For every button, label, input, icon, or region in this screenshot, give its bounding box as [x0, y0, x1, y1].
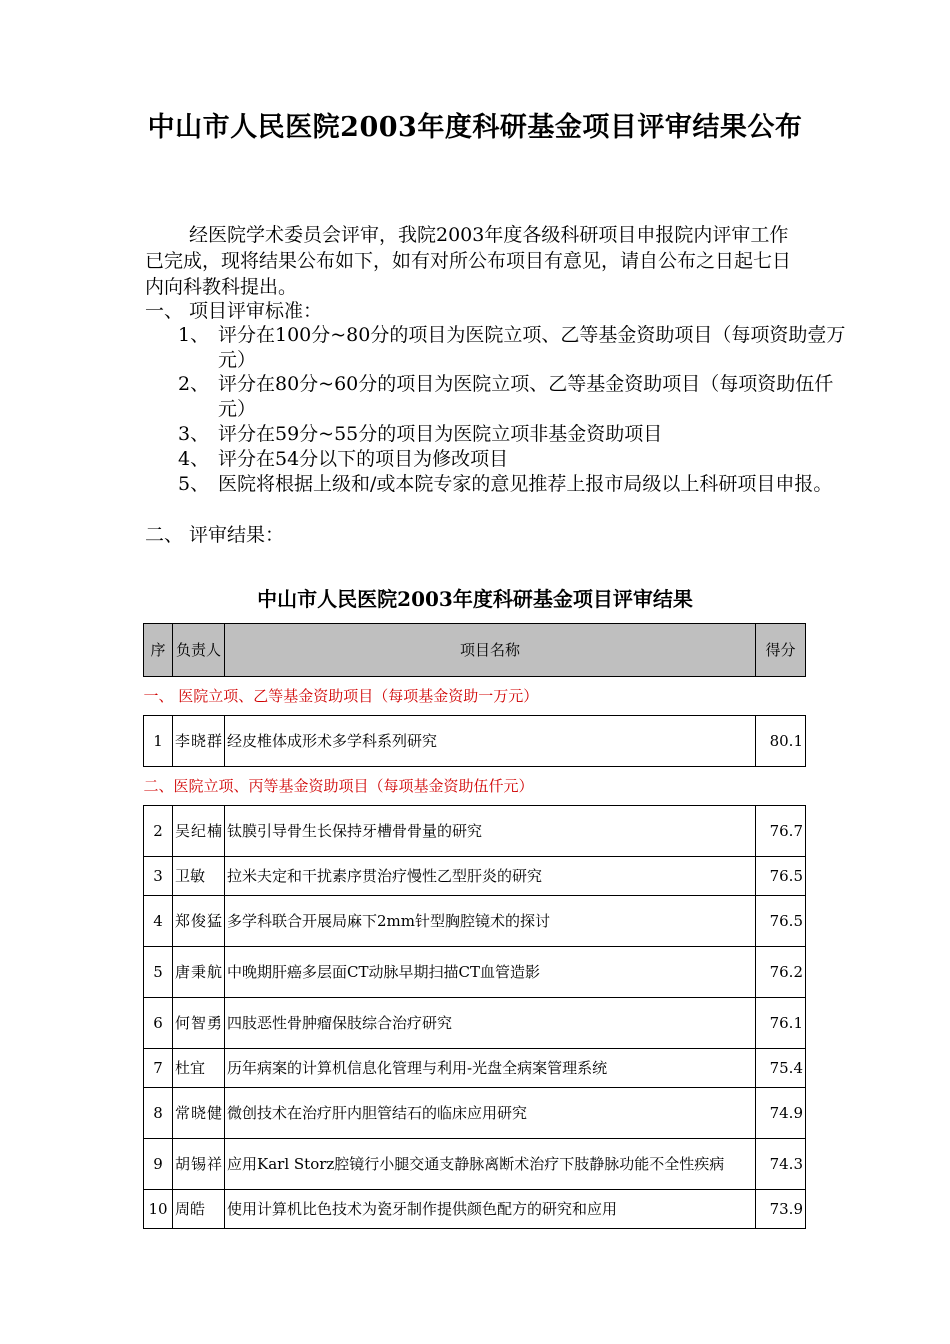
- intro-paragraph: 经医院学术委员会评审，我院2003年度各级科研项目申报院内评审工作已完成，现将结果公布如下，如有对所公布项目有意见，请自公布之日起七日内向科教科提出。: [145, 224, 792, 298]
- cell-pi: 周皓: [173, 1190, 225, 1229]
- cell-pi: 唐秉航: [173, 947, 225, 998]
- cell-score: 76.7: [756, 806, 806, 857]
- criterion-number: 3、: [178, 423, 210, 445]
- cell-score: 80.1: [756, 716, 806, 767]
- cell-score: 74.3: [756, 1139, 806, 1190]
- table-row: [144, 806, 806, 857]
- criterion-item: [178, 422, 848, 447]
- table-title: 中山市人民医院2003年度科研基金项目评审结果: [257, 587, 693, 611]
- criterion-item: [178, 472, 848, 497]
- cell-score: 76.5: [756, 896, 806, 947]
- header-no: 序: [144, 624, 173, 677]
- table-row: [144, 998, 806, 1049]
- group-row: [144, 677, 806, 716]
- cell-project: 微创技术在治疗肝内胆管结石的临床应用研究: [225, 1088, 756, 1139]
- cell-no: 7: [144, 1049, 173, 1088]
- section-criteria-heading: 一、 项目评审标准：: [145, 300, 323, 322]
- cell-project: 使用计算机比色技术为瓷牙制作提供颜色配方的研究和应用: [225, 1190, 756, 1229]
- criterion-item: [178, 447, 848, 472]
- criterion-text: 医院将根据上级和/或本院专家的意见推荐上报市局级以上科研项目申报。: [218, 473, 833, 495]
- cell-project: 钛膜引导骨生长保持牙槽骨骨量的研究: [225, 806, 756, 857]
- header-pi: 负责人: [173, 624, 225, 677]
- criterion-number: 5、: [178, 473, 210, 495]
- cell-pi: 胡锡祥: [173, 1139, 225, 1190]
- cell-no: 8: [144, 1088, 173, 1139]
- table-row: [144, 1088, 806, 1139]
- header-score: 得分: [756, 624, 806, 677]
- table-row: [144, 857, 806, 896]
- header-project: 项目名称: [225, 624, 756, 677]
- cell-no: 5: [144, 947, 173, 998]
- cell-no: 2: [144, 806, 173, 857]
- cell-project: 中晚期肝癌多层面CT动脉早期扫描CT血管造影: [225, 947, 756, 998]
- cell-score: 73.9: [756, 1190, 806, 1229]
- table-row: [144, 947, 806, 998]
- criterion-number: 4、: [178, 448, 210, 470]
- cell-project: 多学科联合开展局麻下2mm针型胸腔镜术的探讨: [225, 896, 756, 947]
- table-row: [144, 716, 806, 767]
- table-row: [144, 1139, 806, 1190]
- criterion-text: 评分在59分~55分的项目为医院立项非基金资助项目: [218, 423, 663, 445]
- cell-no: 1: [144, 716, 173, 767]
- criterion-text: 评分在54分以下的项目为修改项目: [218, 448, 509, 470]
- table-row: [144, 1190, 806, 1229]
- table-header-row: [144, 624, 806, 677]
- cell-pi: 杜宜: [173, 1049, 225, 1088]
- group-label: 二、医院立项、丙等基金资助项目（每项基金资助伍仟元）: [144, 767, 806, 806]
- cell-no: 10: [144, 1190, 173, 1229]
- cell-pi: 郑俊猛: [173, 896, 225, 947]
- cell-pi: 李晓群: [173, 716, 225, 767]
- group-row: [144, 767, 806, 806]
- cell-pi: 何智勇: [173, 998, 225, 1049]
- cell-pi: 卫敏: [173, 857, 225, 896]
- cell-no: 6: [144, 998, 173, 1049]
- cell-project: 经皮椎体成形术多学科系列研究: [225, 716, 756, 767]
- cell-pi: 吴纪楠: [173, 806, 225, 857]
- cell-no: 3: [144, 857, 173, 896]
- criterion-number: 1、: [178, 324, 210, 346]
- criterion-item: [178, 372, 848, 422]
- table-row: [144, 896, 806, 947]
- criterion-text: 评分在100分~80分的项目为医院立项、乙等基金资助项目（每项资助壹万元）: [218, 324, 846, 371]
- cell-score: 74.9: [756, 1088, 806, 1139]
- criterion-number: 2、: [178, 373, 210, 395]
- cell-no: 4: [144, 896, 173, 947]
- cell-project: 应用Karl Storz腔镜行小腿交通支静脉离断术治疗下肢静脉功能不全性疾病: [225, 1139, 756, 1190]
- cell-score: 75.4: [756, 1049, 806, 1088]
- document-title: 中山市人民医院2003年度科研基金项目评审结果公布: [147, 112, 803, 143]
- cell-no: 9: [144, 1139, 173, 1190]
- cell-score: 76.2: [756, 947, 806, 998]
- group-label: 一、 医院立项、乙等基金资助项目（每项基金资助一万元）: [144, 677, 806, 716]
- cell-project: 历年病案的计算机信息化管理与利用-光盘全病案管理系统: [225, 1049, 756, 1088]
- cell-score: 76.1: [756, 998, 806, 1049]
- cell-project: 四肢恶性骨肿瘤保肢综合治疗研究: [225, 998, 756, 1049]
- cell-score: 76.5: [756, 857, 806, 896]
- cell-project: 拉米夫定和干扰素序贯治疗慢性乙型肝炎的研究: [225, 857, 756, 896]
- results-table: [143, 623, 806, 1229]
- criterion-item: [178, 323, 848, 373]
- section-results-heading: 二、 评审结果：: [145, 524, 285, 546]
- criterion-text: 评分在80分~60分的项目为医院立项、乙等基金资助项目（每项资助伍仟元）: [218, 373, 834, 420]
- table-row: [144, 1049, 806, 1088]
- cell-pi: 常晓健: [173, 1088, 225, 1139]
